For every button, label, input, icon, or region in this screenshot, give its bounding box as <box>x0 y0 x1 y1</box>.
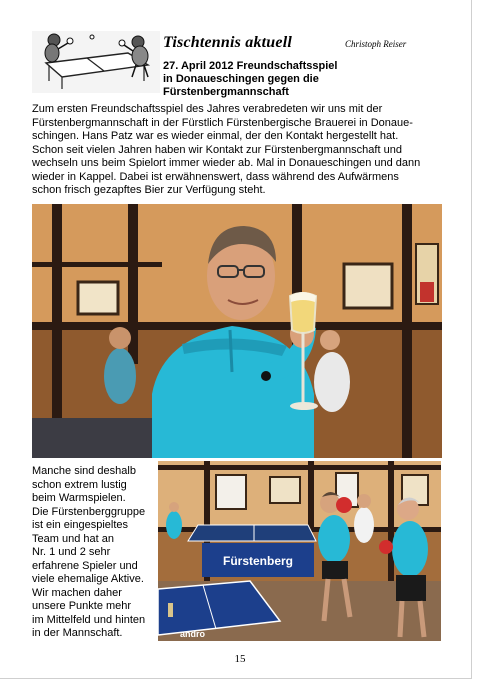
side-line: Die Fürstenberggruppe <box>32 505 146 518</box>
headline-line: Fürstenbergmannschaft <box>163 86 289 98</box>
intro-line: Zum ersten Freundschaftsspiel des Jahres verabredeten wir uns mit der <box>32 103 383 115</box>
side-line: unsere Punkte mehr <box>32 600 132 612</box>
headline-line: in Donaueschingen gegen die <box>163 73 319 85</box>
side-paragraph <box>32 465 157 641</box>
banner-text: Fürstenberg <box>222 554 294 568</box>
side-line: Manche sind deshalb <box>32 465 136 477</box>
intro-line: wieder in Kappel. Dabei ist erwähnenswert, dass während des Aufwärmens <box>32 170 399 183</box>
side-line: Nr. 1 und 2 sehr <box>32 546 111 558</box>
section-rubric: Tischtennis aktuell <box>163 34 293 51</box>
side-line: viele ehemalige Aktive. <box>32 573 144 585</box>
intro-paragraph <box>32 103 442 198</box>
headline-line: 27. April 2012 Freundschaftsspiel <box>163 60 338 72</box>
photo-player-with-beer <box>32 204 442 458</box>
cartoon-table-tennis-illustration <box>32 31 160 93</box>
page-number: 15 <box>234 653 246 665</box>
article-headline <box>163 60 423 99</box>
intro-line: wechseln uns beim Spielort immer wieder ab. Mal in Donaueschingen und dann <box>32 157 421 169</box>
side-line: Team und hat an <box>32 532 114 545</box>
side-line: in der Mannschaft. <box>32 627 123 639</box>
side-line: schon extrem lustig <box>32 478 127 491</box>
side-line: Wir machen daher <box>32 586 122 599</box>
intro-line: schingen. Hans Patz war es wieder einmal, der den Kontakt hergestellt hat. <box>32 130 399 142</box>
intro-line: Fürstenbergmannschaft in der Fürstlich Fürstenbergische Brauerei in Donaue- <box>32 116 413 129</box>
author-name: Christoph Reiser <box>345 39 407 49</box>
side-line: im Mittelfeld und hinten <box>32 613 146 626</box>
photo-doubles-match <box>158 461 441 641</box>
side-line: beim Warmspielen. <box>32 492 126 504</box>
side-line: erfahrene Spieler und <box>32 559 138 572</box>
table-brand-text: andro <box>180 629 206 639</box>
side-line: ist ein eingespieltes <box>32 519 129 531</box>
intro-line: Schon seit vielen Jahren haben wir Kontakt zur Fürstenbergmannschaft und <box>32 143 402 156</box>
intro-line: schon frisch gezapftes Bier zur Verfügung steht. <box>32 184 266 196</box>
